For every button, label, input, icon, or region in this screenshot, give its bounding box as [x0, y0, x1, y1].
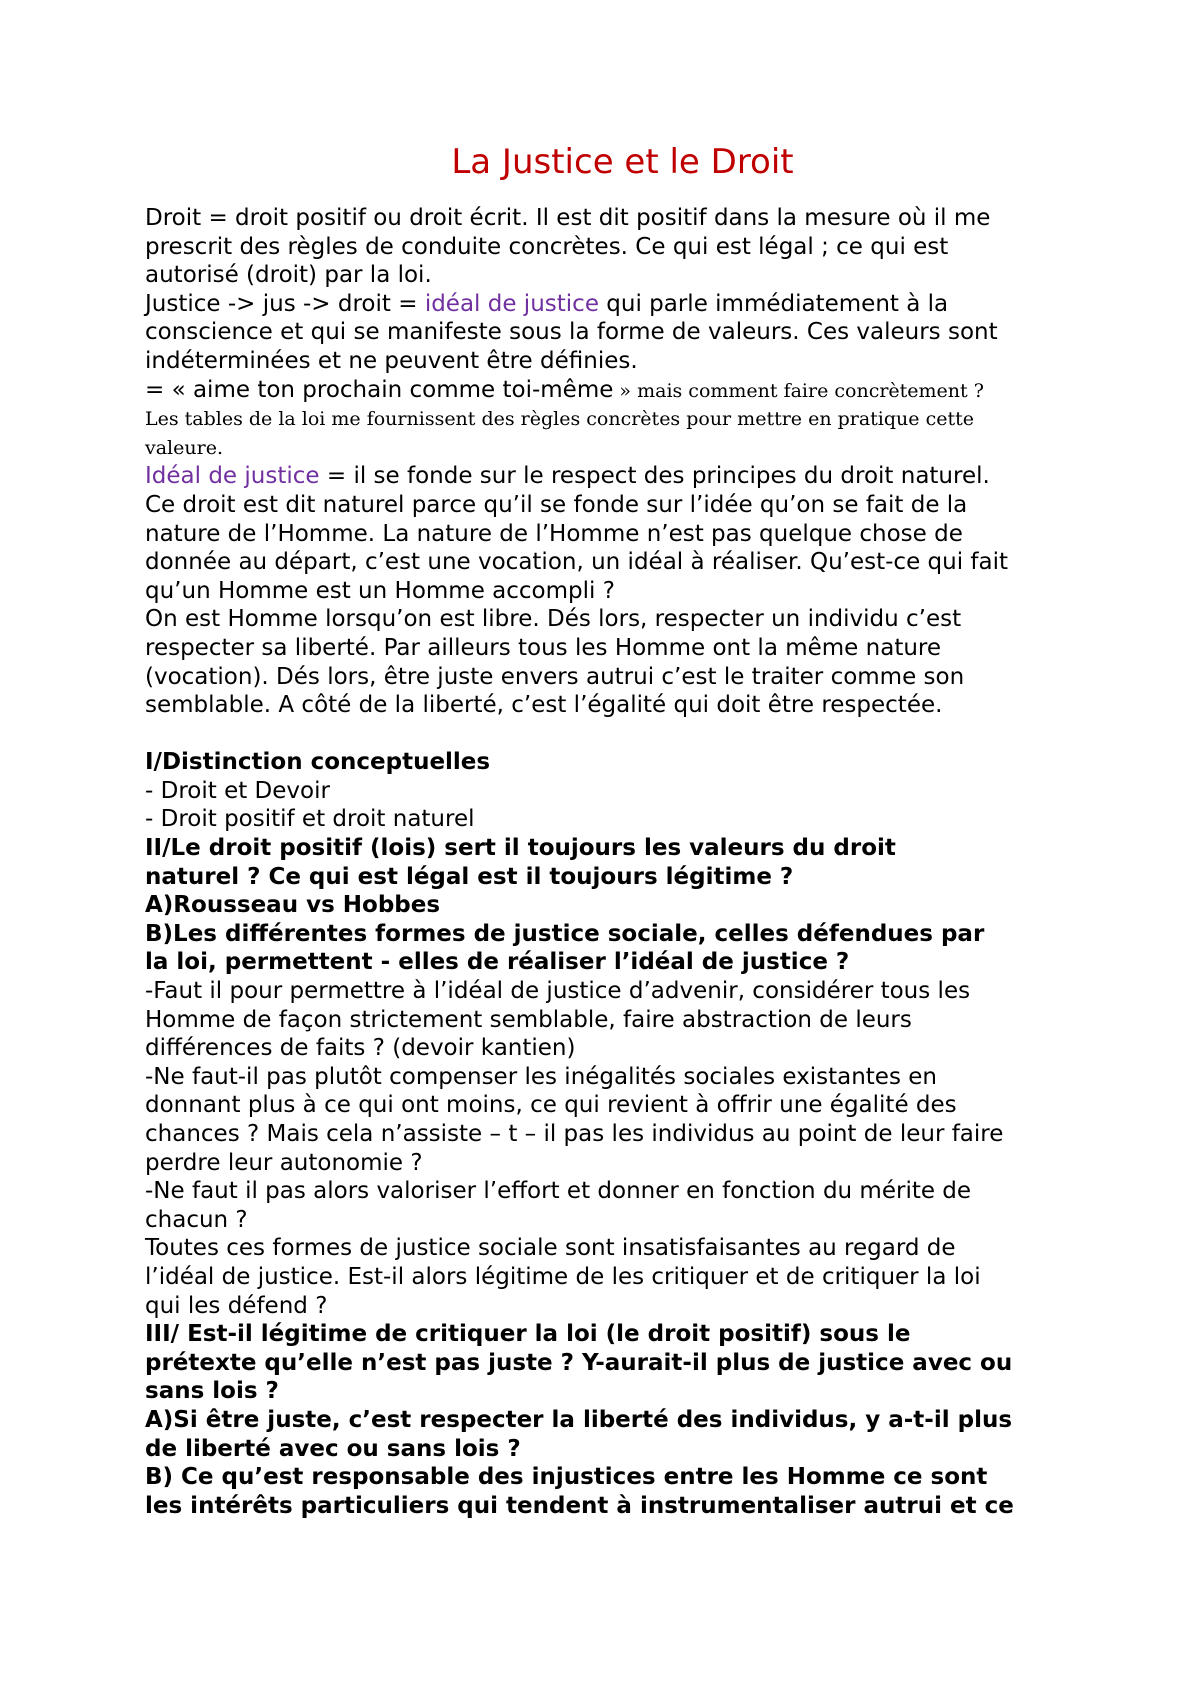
outline-heading-line: B) Ce qu’est responsable des injustices entre les Homme ce sont: [145, 1464, 988, 1491]
text-line: qu’un Homme est un Homme accompli ?: [145, 577, 615, 604]
text-line: semblable. A côté de la liberté, c’est l’égalité qui doit être respectée.: [145, 692, 943, 719]
text-line: prescrit des règles de conduite concrètes. Ce qui est légal ; ce qui est: [145, 233, 949, 260]
text-line: conscience et qui se manifeste sous la forme de valeurs. Ces valeurs sont: [145, 319, 998, 346]
text-line: (vocation). Dés lors, être juste envers autrui c’est le traiter comme son: [145, 663, 965, 690]
outline-heading-line: A)Rousseau vs Hobbes: [145, 892, 441, 919]
text-line-serif: Les tables de la loi me fournissent des règles concrètes pour mettre en pratique cette: [145, 408, 974, 431]
text-line: [145, 462, 1080, 491]
text-span: = il se fonde sur le respect des principes du droit naturel.: [319, 463, 990, 490]
outline-heading-line: I/Distinction conceptuelles: [145, 749, 491, 776]
outline-text-line: - Droit et Devoir: [145, 777, 330, 804]
text-line: donnée au départ, c’est une vocation, un idéal à réaliser. Qu’est-ce qui fait: [145, 549, 1009, 576]
outline-heading-line: A)Si être juste, c’est respecter la liberté des individus, y a-t-il plus: [145, 1406, 1013, 1433]
text-span: = « aime ton prochain comme toi-même: [145, 376, 614, 403]
outline-heading-line: prétexte qu’elle n’est pas juste ? Y-aurait-il plus de justice avec ou: [145, 1349, 1013, 1376]
document-body: [145, 204, 1080, 1520]
outline-heading-line: sans lois ?: [145, 1378, 279, 1405]
paragraph-spacer: [145, 720, 1080, 749]
outline-text-line: -Faut il pour permettre à l’idéal de justice d’advenir, considérer tous les: [145, 978, 971, 1005]
outline-heading-line: de liberté avec ou sans lois ?: [145, 1435, 521, 1462]
outline-heading-line: les intérêts particuliers qui tendent à instrumentaliser autrui et ce: [145, 1492, 1014, 1519]
outline-heading-line: III/ Est-il légitime de critiquer la loi (le droit positif) sous le: [145, 1321, 911, 1348]
outline-text-line: - Droit positif et droit naturel: [145, 806, 475, 833]
text-span: Justice -> jus -> droit =: [145, 290, 425, 317]
outline-heading-line: II/Le droit positif (lois) sert il toujours les valeurs du droit: [145, 835, 896, 862]
text-line: [145, 290, 1080, 319]
text-line: Ce droit est dit naturel parce qu’il se fonde sur l’idée qu’on se fait de la: [145, 491, 968, 518]
text-line-serif: valeure.: [145, 436, 223, 459]
outline-text-line: chances ? Mais cela n’assiste – t – il pas les individus au point de leur faire: [145, 1121, 1004, 1147]
text-line: nature de l’Homme. La nature de l’Homme n’est pas quelque chose de: [145, 520, 963, 547]
outline-heading-line: la loi, permettent - elles de réaliser l’idéal de justice ?: [145, 949, 850, 976]
outline-heading-line: B)Les différentes formes de justice sociale, celles défendues par: [145, 920, 985, 947]
text-line: indéterminées et ne peuvent être définies.: [145, 347, 638, 374]
text-line: Droit = droit positif ou droit écrit. Il est dit positif dans la mesure où il me: [145, 205, 991, 231]
text-span: qui parle immédiatement à la: [598, 290, 949, 317]
outline-text-line: Homme de façon strictement semblable, faire abstraction de leurs: [145, 1006, 912, 1033]
text-line: respecter sa liberté. Par ailleurs tous les Homme ont la même nature: [145, 634, 942, 661]
outline-text-line: chacun ?: [145, 1206, 248, 1233]
outline-text-line: différences de faits ? (devoir kantien): [145, 1035, 576, 1062]
text-line: autorisé (droit) par la loi.: [145, 262, 432, 289]
outline-heading-line: naturel ? Ce qui est légal est il toujours légitime ?: [145, 863, 794, 890]
outline-text-line: -Ne faut-il pas plutôt compenser les inégalités sociales existantes en: [145, 1063, 937, 1090]
text-line: [145, 376, 1080, 406]
outline-text-line: perdre leur autonomie ?: [145, 1149, 423, 1176]
outline: [145, 748, 1080, 1520]
outline-text-line: l’idéal de justice. Est-il alors légitime de les critiquer et de critiquer la loi: [145, 1263, 981, 1290]
text-line: On est Homme lorsqu’on est libre. Dés lors, respecter un individu c’est: [145, 606, 962, 633]
text-span-serif: » mais comment faire concrètement ?: [613, 379, 984, 402]
outline-text-line: Toutes ces formes de justice sociale sont insatisfaisantes au regard de: [145, 1235, 956, 1262]
page-title: La Justice et le Droit: [451, 142, 794, 182]
highlight-ideal-de-justice: Idéal de justice: [145, 463, 320, 490]
highlight-ideal-de-justice: idéal de justice: [424, 290, 599, 317]
outline-text-line: qui les défend ?: [145, 1292, 328, 1319]
outline-text-line: donnant plus à ce qui ont moins, ce qui revient à offrir une égalité des: [145, 1092, 957, 1119]
outline-text-line: -Ne faut il pas alors valoriser l’effort et donner en fonction du mérite de: [145, 1178, 972, 1205]
